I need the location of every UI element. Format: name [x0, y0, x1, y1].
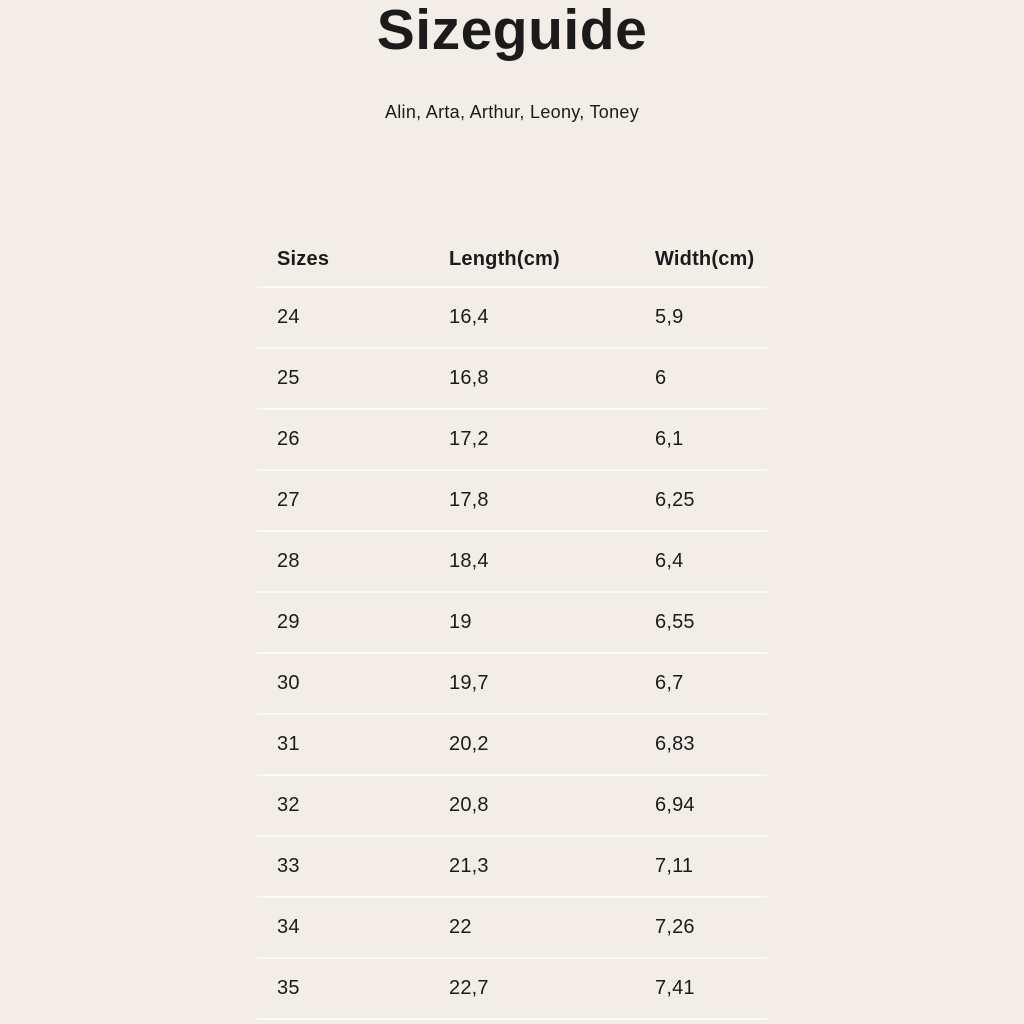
width-cell: 7,26 — [635, 897, 767, 958]
page-title: Sizeguide — [376, 0, 648, 62]
size-cell: 35 — [257, 958, 429, 1019]
size-guide-table — [257, 232, 767, 1020]
length-cell: 20,8 — [429, 775, 635, 836]
table-row — [257, 958, 767, 1019]
length-cell: 21,3 — [429, 836, 635, 897]
size-cell: 27 — [257, 470, 429, 531]
column-header-sizes: Sizes — [257, 232, 429, 287]
width-cell: 6,83 — [635, 714, 767, 775]
length-cell: 16,8 — [429, 348, 635, 409]
width-cell: 6,94 — [635, 775, 767, 836]
length-cell: 19 — [429, 592, 635, 653]
table-header-row — [257, 232, 767, 287]
size-cell: 24 — [257, 287, 429, 348]
width-cell: 6,4 — [635, 531, 767, 592]
length-cell: 17,2 — [429, 409, 635, 470]
width-cell: 6 — [635, 348, 767, 409]
size-cell: 25 — [257, 348, 429, 409]
column-header-length-cm: Length(cm) — [429, 232, 635, 287]
length-cell: 19,7 — [429, 653, 635, 714]
size-cell: 26 — [257, 409, 429, 470]
width-cell: 7,11 — [635, 836, 767, 897]
table-body — [257, 287, 767, 1019]
width-cell: 7,41 — [635, 958, 767, 1019]
size-cell: 30 — [257, 653, 429, 714]
size-cell: 34 — [257, 897, 429, 958]
width-cell: 6,7 — [635, 653, 767, 714]
length-cell: 17,8 — [429, 470, 635, 531]
width-cell: 6,25 — [635, 470, 767, 531]
size-guide-table-container — [257, 232, 767, 1020]
width-cell: 6,1 — [635, 409, 767, 470]
length-cell: 18,4 — [429, 531, 635, 592]
size-cell: 31 — [257, 714, 429, 775]
page-subtitle: Alin, Arta, Arthur, Leony, Toney — [384, 102, 640, 122]
table-row — [257, 348, 767, 409]
size-cell: 28 — [257, 531, 429, 592]
table-row — [257, 836, 767, 897]
table-row — [257, 592, 767, 653]
length-cell: 22 — [429, 897, 635, 958]
length-cell: 16,4 — [429, 287, 635, 348]
size-cell: 32 — [257, 775, 429, 836]
table-row — [257, 714, 767, 775]
column-header-width-cm: Width(cm) — [635, 232, 767, 287]
table-row — [257, 653, 767, 714]
length-cell: 20,2 — [429, 714, 635, 775]
table-row — [257, 531, 767, 592]
table-row — [257, 470, 767, 531]
table-row — [257, 409, 767, 470]
table-row — [257, 897, 767, 958]
length-cell: 22,7 — [429, 958, 635, 1019]
table-row — [257, 775, 767, 836]
table-row — [257, 287, 767, 348]
size-cell: 33 — [257, 836, 429, 897]
size-cell: 29 — [257, 592, 429, 653]
width-cell: 6,55 — [635, 592, 767, 653]
width-cell: 5,9 — [635, 287, 767, 348]
